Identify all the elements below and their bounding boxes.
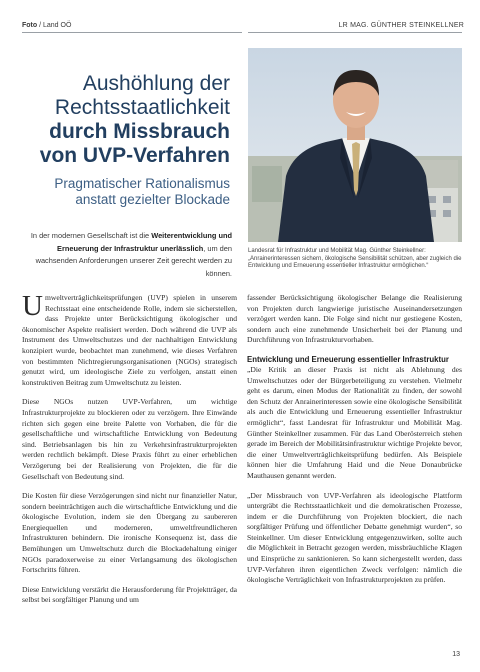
- article-lead: In der modernen Gesellschaft ist die Weiterentwicklung und Erneuerung der Infrastruktur unerlässlich, um den wachsenden Anforderungen unserer Zeit gerecht werden zu können.: [30, 231, 232, 278]
- paragraph-6: „Der Missbrauch von UVP-Verfahren als ideologische Plattform untergräbt die Rechtsstaatlichkeit und die demokratischen Prozesse, indem er die Durchführung von Projekten blockiert, die nach sorgfältiger Prüfung und öffentlicher Debatte genehmigt wurden“, so Steinkellner. Um dieser Entwicklung entgegenzuwirken, sollte auch die Möglichkeit in Betracht gezogen werden, missbräuchliche Klagen und Einsprüche zu sanktionieren. So kann sichergestellt werden, dass UVP-Verfahren ihren eigentlichen Zweck verfolgen: nämlich die ökologische Verträglichkeit von Infrastrukturprojekten zu prüfen.: [247, 490, 462, 585]
- portrait-photo: [248, 48, 462, 242]
- body-column-1: [22, 290, 237, 615]
- header-rule-left: [22, 32, 242, 33]
- body-column-2: [247, 293, 462, 595]
- paragraph-4: Diese Entwicklung verstärkt die Herausforderung für Projektträger, da selbst bei sorgfältiger Planung und um: [22, 584, 237, 605]
- article-title: Aushöhlung der Rechtsstaatlichkeit durch Missbrauch von UVP-Verfahren: [39, 72, 230, 167]
- paragraph-2: Diese NGOs nutzen UVP-Verfahren, um wichtige Infrastrukturprojekte zu blockieren oder zu verzögern. Ihre Einwände richten sich gegen eine breite Palette von Vorhaben, die für die gesellschaftliche und wirtschaftliche Entwicklung von Bedeutung sind. Betriebsanlagen bis hin zu Verkehrsinfrastrukturprojekten werden rechtlich bekämpft. Diese Praxis führt zu einer erheblichen Verzögerung bei der Realisierung von Projekten, die für die Gesellschaft von Bedeutung sind.: [22, 397, 237, 481]
- photo-credit: Foto / Land OÖ: [22, 22, 72, 29]
- page-number: 13: [452, 651, 460, 658]
- photo-caption: Landesrat für Infrastruktur und Mobilität Mag. Günther Steinkellner: „Anrainerinteressen sichern, ökologische Sensibilität schützen, aber zugleich die Entwicklung und Erneuerung essentieller Infrastruktur ermöglichen.“: [248, 248, 462, 270]
- paragraph-3: Die Kosten für diese Verzögerungen sind nicht nur finanzieller Natur, sondern beeinträchtigen auch die wirtschaftliche Entwicklung und die ökologische Evolution, indem sie den Übergang zu saubereren Energiequellen und moderneren, umweltfreundlicheren Infrastrukturen behindern. Die ironische Konsequenz ist, dass die Bemühungen um Umweltschutz durch die Blockadehaltung einiger NGOs paradoxerweise zu einer Verlangsamung des ökologischen Fortschritts führen.: [22, 491, 237, 575]
- paragraph-5: „Die Kritik an dieser Praxis ist nicht als Ablehnung des Umweltschutzes oder der Bürgerbeteiligung zu verstehen. Vielmehr geht es darum, einen Modus der Rationalität zu finden, der sowohl den Schutz der Anrainerinteressen sowie eine ökologische Sensibilität als auch die Entwicklung und Erneuerung essentieller Infrastruktur ermöglicht“, fasst Landesrat für Infrastruktur und Mobilität Mag. Günther Steinkellner zusammen. Für das Land Oberösterreich stehen gerade im Bereich der Mobilitätsinfrastruktur wichtige Projekte bevor, die einer Umweltverträglichkeitsprüfung bedürfen. Als Beispiele können hier die Umfahrung Haid und die Neue Donaubrücke Mauthausen genannt werden.: [247, 364, 462, 480]
- header-rule-right: [248, 32, 462, 33]
- paragraph-1: Umweltverträglichkeitsprüfungen (UVP) spielen in unserem Rechtsstaat eine entscheidende Rolle, indem sie sicherstellen, dass Projekte unter Berücksichtigung ökologischer und ökonomischer Aspekte realisiert werden. Doch während die UVP als Instrument des Umweltschutzes und der nachhaltigen Entwicklung konzipiert wurde, beobachtet man zunehmend, wie dieses Verfahren von bestimmten Nichtregierungsorganisationen (NGOs) strategisch genutzt wird, um ideologische Ziele zu verfolgen, anstatt einen konstruktiven Beitrag zum Umweltschutz zu leisten.: [22, 290, 237, 387]
- drop-cap: U: [22, 290, 43, 322]
- article-subtitle: Pragmatischer Rationalismus anstatt gezielter Blockade: [54, 176, 230, 207]
- paragraph-4-continued: fassender Berücksichtigung ökologischer Belange die Realisierung von Projekten durch langwierige juristische Auseinandersetzungen verzögert werden kann. Die Folge sind nicht nur gestiegene Kosten, sondern auch eine zunehmende Unsicherheit bei der Planung und Durchführung von Infrastrukturvorhaben.: [247, 293, 462, 345]
- section-heading: Entwicklung und Erneuerung essentieller Infrastruktur: [247, 354, 449, 364]
- author-header: LR MAG. GÜNTHER STEINKELLNER: [338, 22, 464, 29]
